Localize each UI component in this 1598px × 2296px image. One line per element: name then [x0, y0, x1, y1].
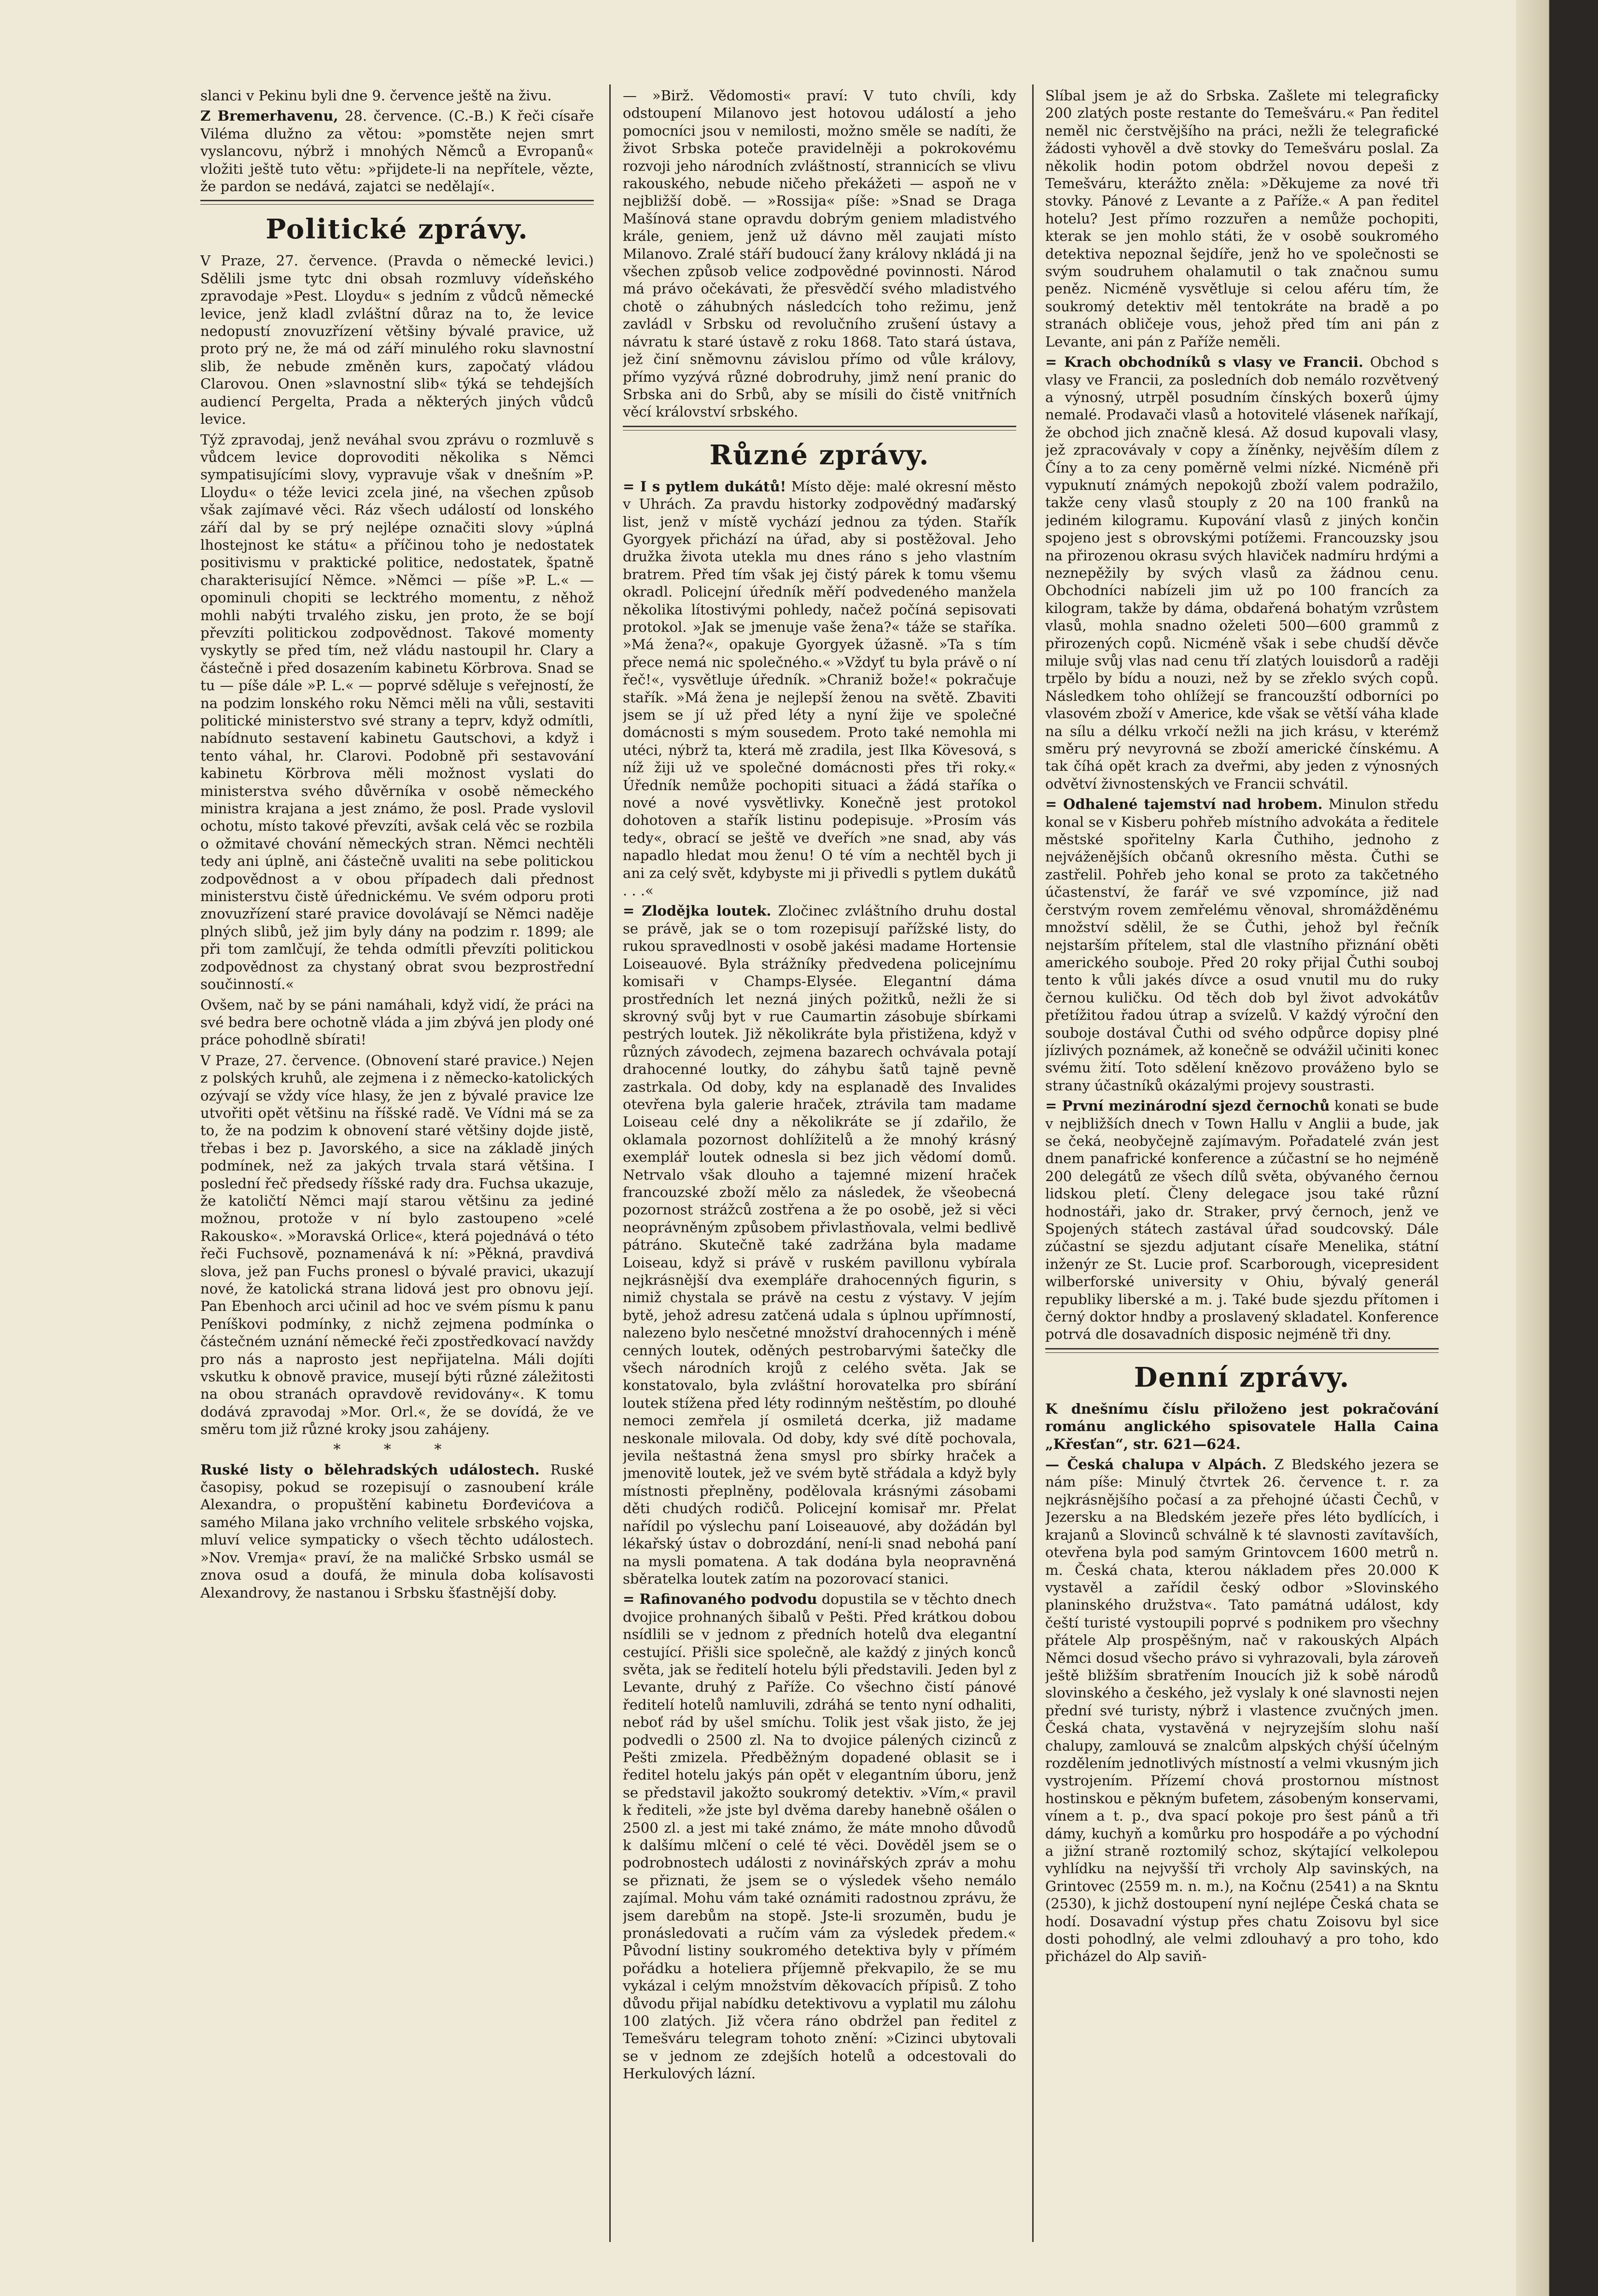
- article-title: = Zlodějka loutek.: [623, 903, 771, 919]
- section-heading-political: Politické zprávy.: [266, 213, 529, 246]
- column-rule-left: [609, 84, 611, 2242]
- section-divider: [200, 200, 594, 205]
- article-title: = První mezinárodní sjezd černochů: [1045, 1098, 1330, 1114]
- article-text: Minulon středu konal se v Kisberu pohřeb místního advokáta a ředitele městské spořitelny Karla Čuthiho, jednoho z nejváženějších občanů okresního města. Čuthi se zastřelil. Pohřeb jeho konal se proto za takčetného účastenství, že farář ve své vzpomínce, již nad čerstvým rovem zemřelému věnoval, shromážděnému množství sdělil, že se Čuthi, jehož byl řečník nejstarším přítelem, stal dle vlastního přiznání oběti amerického souboje. Před 20 roky přijal Čuthi souboj tento k vůli jakés dívce a osud vnutil mu do ruky černou kuličku. Od těch dob byl život advokátův přetížitou řadou útrap a svízelů. V každý výroční den souboje dostával Čuthi od svého odpůrce dopisy plné jízlivých poznámek, až konečně se odvážil učiniti konec svému žití. Toto sdělení knězovo prováženo bylo se strany účastníků okázalými projevy soustrasti.: [1045, 796, 1439, 1094]
- article-title: = Krach obchodníků s vlasy ve Francii.: [1045, 354, 1363, 371]
- article-text: Zločinec zvláštního druhu dostal se právě, jak se o tom rozepisují pařížské listy, do rukou spravedlnosti v osobě jakési madame Hortensie Loiseauové. Byla strážníky předvedena policejnímu komisaři v Champs-Elysée. Elegantní dáma prostředních let nezná jiných požitků, nežli že si skrovný svůj byt v rue Caumartin zásobuje sbírkami pestrých loutek. Již několikráte byla přistižena, když v různých závodech, zejmena bazarech ochvávala potají drahocenné loutky, do záhybu šatů tajně pevně zastrkala. Od doby, kdy na esplanadě des Invalides otevřena byla galerie hraček, ztrávila tam madame Loiseau celé dny a několikráte se jí zdařilo, že oklamala pozornost dohlížitelů a že mnohý krásný exemplář loutek odnesla si bez jich vědomí domů. Netrvalo však dlouho a tajemné mizení hraček francouzské zboží mělo za následek, že všeobecná pozornost strážců zostřena a že po osobě, jež si věci neoprávněným způsobem přivlastňovala, velmi bedlivě pátráno. Skutečně také zadržána byla madame Loiseau, když si právě v ruském pavillonu vybírala nejkrásnější dva exempláře drahocenných figurin, s nimiž chystala se právě na cestu z výstavy. V jejím bytě, jehož adresu zatčená udala s úplnou upřímností, nalezeno bylo nesčetné množství drahocenných i méně cenných loutek, oděných pestrobarvými šatečky dle všech národních krojů z celého světa. Jak se konstatovalo, byla zvláštní horovatelka pro sbírání loutek stížena před léty rodinným neštěstím, po dlouhé nemoci zemřela jí osmiletá dcerka, již madame neskonale milovala. Od doby, kdy své dítě pochovala, jevila neštastná žena smysl pro sbírky hraček a jmenovitě loutek, jež ve svém bytě střádala a když byly místnosti přeplněny, podělovala krásnými zásobami děti chudých rodičů. Policejní komisař mr. Přelat nařídil po výslechu paní Loiseauové, aby dožádán byl lékařský ústav o dobrozdání, není-li snad nebohá paní na mysli pomatena. A tak dodána byla neopravněná sběratelka loutek zatím na pozorovací stanici.: [623, 903, 1016, 1587]
- article-title: Ruské listy o bělehradských událostech.: [200, 1461, 540, 1478]
- section-stars: * * *: [333, 1441, 461, 1458]
- article-ducats: [623, 478, 1016, 900]
- article-title: = Odhalené tajemství nad hrobem.: [1045, 796, 1323, 813]
- article-paragraph: V Praze, 27. července. (Pravda o německé levici.) Sdělili jsme tytc dni obsah rozmluvy vídeňského zpravodaje »Pest. Lloydu« s jedním z vůdců německé levice, jenž kladl zvláštní důraz na to, že levice nedopustí znovuzřízení většiny bývalé pravice, už proto prý ne, že má od září minulého roku slavnostní slib, že nebude změněn kurs, započatý vládou Clarovou. Onen »slavnostní slib« týká se tehdejších audiencí Pergelta, Prada a některých jiných vůdců levice.: [200, 252, 594, 428]
- article-paragraph: V Praze, 27. července. (Obnovení staré pravice.) Nejen z polských kruhů, ale zejmena i z německo-katolických ozývají se vždy více hlasy, že jen z bývalé pravice lze utvořiti opět většinu na říšské radě. Ve Vídni má se za to, že na podzim k obnovení staré většiny dojde jistě, třebas i bez p. Javorského, a sice na základě jiných podmínek, než za jakých trvala stará většina. I poslední řeč předsedy říšské rady dra. Fuchsa ukazuje, že katoličtí Němci mají starou většinu za jediné možnou, protože v ní bylo zastoupeno »celé Rakousko«. »Moravská Orlice«, která pojednává o této řeči Fuchsově, poznamenává k ní: »Pěkná, pravdivá slova, jež pan Fuchs pronesl o bývalé pravici, ukazují nové, že katolická strana lidová jest pro obnovu její. Pan Ebenhoch arci učinil ad hoc ve svém písmu k panu Peníškovi podmínky, z nichž zejmena podmínka o částečném uznání německé řeči zpostředkovací navždy pro nás a naprosto jest nepřijatelna. Máli dojíti vskutku k obnově pravice, musejí býti různé záležitosti na obou stranách opravdově revidovány«. K tomu dodává zpravodaj »Mor. Orl.«, že se dovídá, že ve směru tom již různé kroky jsou zahájeny.: [200, 1052, 594, 1438]
- section-heading-daily: Denní zprávy.: [1134, 1361, 1350, 1393]
- article-text: Ruské časopisy, pokud se rozepisují o zasnoubení krále Alexandra, o propuštění kabinetu Đorđevićova a samého Milana jako vrchního velitele srbského vojska, mluví velice sympaticky o všech těchto událostech. »Nov. Vremja« praví, že na maličké Srbsko usmál se znova osud a doufá, že minula doba kolísavosti Alexandrovy, že nastanou i Srbsku šťastnější doby.: [200, 1461, 594, 1601]
- column-1: [200, 87, 594, 2240]
- article-fraud: [623, 1590, 1016, 2082]
- article-doll-thief: [623, 902, 1016, 1587]
- article-hair-trade: [1045, 353, 1439, 793]
- column-2: [623, 87, 1016, 2240]
- article-paragraph: Týž zpravodaj, jenž neváhal svou zprávu o rozmluvě s vůdcem levice doprovoditi několika s Němci sympatisujícími slovy, vypravuje však v dnešním »P. Lloydu« o téže levici zcela jiné, na všechen způsob však zajímavé věci. Ráz všech událostí od lonského září dal by se prý nejlépe označiti slovy »úplná lhostejnost ke státu« a příčinou toho je nedostatek positivismu v praktické politice, nedostatek, špatně charakterisující Němce. »Němci — píše »P. L.« — opominuli chopiti se lecktrého momentu, z něhož mohli nabýti trvalého zisku, jen proto, že se bojí převzíti politickou zodpovědnost. Takové momenty vyskytly se před tím, než vládu nastoupil hr. Clary a částečně i před dosazením kabinetu Körbrova. Snad se tu — píše dále »P. L.« — poprvé sděluje s veřejností, že na podzim lonského roku Němci měli na vůli, sestaviti politické ministerstvo své strany a teprv, když odmítli, nabídnuto sestavení kabinetu Gautschovi, a když i tento váhal, hr. Clarovi. Podobně při sestavování kabinetu Körbrova měli možnost vyslati do ministerstva svého důvěrníka v osobě německého ministra krajana a jest známo, že posl. Prade vyslovil ochotu, místo takové převzíti, avšak celá věc se rozbila o ožmitavé chování německých stran. Němci nechtěli tedy ani úplně, ani částečně uvaliti na sebe politickou zodpovědnost a v obou případech dali přednost ministerstvu čistě úřednickému. Ve svém odporu proti znovuzřízení staré pravice dovolávají se Němci naděje plných slibů, jež jim byly dány na podzim r. 1899; ale při tom zamlčují, že tehda odmítli převzíti politickou zodpovědnost za chystaný obrat svou bezprostřední součinností.«: [200, 431, 594, 993]
- article-bremerhaven: [200, 107, 594, 195]
- article-russian-papers: [200, 1461, 594, 1601]
- article-text: 28. července. (C.-B.) K řeči císaře Viléma dlužno za větou: »pomstěte nejen smrt vyslancovu, nýbrž i mnohých Němců a Evropanů« vložiti ještě tuto větu: »přijdete-li na nepřítele, vězte, že pardon se nedává, zajatci se nedělají«.: [200, 108, 594, 195]
- scan-border: [1516, 0, 1598, 2296]
- column-3: [1045, 87, 1439, 2240]
- article-czech-hut: [1045, 1456, 1439, 1965]
- article-text: Z Bledského jezera se nám píše: Minulý čtvrtek 26. července t. r. za nejkrásnějšího počasí a za přehojné účasti Čechů, v Jezersku a na Bledském jezeře přes léto bydlících, i krajanů a Slovinců schválně k té slavnosti zavítavších, otevřena byla pod samým Grintovcem 1600 metrů n. m. Česká chata, kterou nákladem přes 20.000 K vystavěl a zařídil český odbor »Slovinského planinského družstva«. Tato památná událost, kdy čeští turisté vystoupili poprvé s podnikem pro všechny přátele Alp prospěšným, nač v rakouských Alpách Němci dosud všecho právo si vyhrazovali, byla zároveň ještě bližším sbratřením Inoucích již k sobě národů slovinského a českého, jež vyslaly k oné slavnosti nejen přední své turisty, nýbrž i vlastence zvučných jmen. Česká chata, vystavěná v nejryzejším slohu naší chalupy, zamlouvá se znalcům alpských chýší účelným rozdělením jednotlivých místností a velmi vkusným jich vystrojením. Přízemí chová prostornou místnost hostinskou e pěkným bufetem, zásobeným konservami, vínem a t. p., dva spací pokoje pro šest pánů a tři dámy, kuchyň a komůrku pro hospodáře a po východní a jižní straně roztomilý schoz, skýtající velkolepou vyhlídku na nejvyšší tři vrcholy Alp savinských, na Grintovec (2559 m. n. m.), na Kočnu (2541) a na Skntu (2530), k jichž dostoupení nyní nejlépe Česká chata se hodí. Dosavadní výstup přes chatu Zoisovu byl sice dosti pohodlný, ale velmi zdlouhavý a pro toho, kdo přicházel do Alp saviň-: [1045, 1456, 1439, 1965]
- article-text: konati se bude v nejbližších dnech v Town Hallu v Anglii a bude, jak se čeká, neobyčejně zajímavým. Pořadatelé zván jest dnem panafrické konference a zúčastní se ho nejméně 200 delegátů ze všech dílů světa, obývaného černou lidskou pletí. Členy delegace jsou také různí hodnostáři, jako dr. Straker, prvý černoch, jenž ve Spojených státech zastával úřad soudcovský. Dále zúčastní se sjezdu adjutant císaře Menelika, státní inženýr ze St. Lucie prof. Scarborough, vicepresident wilberforské university v Ohiu, bývalý generál republiky liberské a m. j. Také bude sjezdu přítomen i černý doktor hndby a proslavený skladatel. Konference potrvá dle dosavadních disposic nejméně tři dny.: [1045, 1098, 1439, 1343]
- article-paragraph: — »Birž. Vědomosti« praví: V tuto chvíli, kdy odstoupení Milanovo jest hotovou událostí a jeho pomocníci jsou v nemilosti, možno směle se nadíti, že život Srbska poteče pravidelněji a pokrokovému rozvoji jeho národních zvláštností, strannicích se vlivu rakouského, nebude ničeho překážeti — aspoň ne v nejbližší době. — »Rossija« píše: »Snad se Draga Mašínová stane opravdu dobrým geniem mladistvého krále, geniem, jenž už dávno měl zaujati místo Milanovo. Zralé stáří budoucí žany královy nkládá ji na všechen způsob velice zodpovědné povinnosti. Národ má právo očekávati, že přesvědčí svého mladistvého chotě o záhubných následcích toho režimu, jenž zavládl v Srbsku od revolučního zrušení ústavy a návratu k staré ústavě z roku 1868. Tato stará ústava, jež činí sněmovnu závislou přímo od vůle královy, přímo vyzývá různé dobrodruhy, jimž není pranic do Srbska ani do Srbů, aby se mísili do čistě vnitřních věcí království srbského.: [623, 87, 1016, 420]
- article-grave-secret: [1045, 795, 1439, 1094]
- article-text: Místo děje: malé okresní město v Uhrách. Za pravdu historky zodpovědný maďarský list, jenž v místě vychází jednou za týden. Stařík Gyorgyek přichází na úřad, aby si postěžoval. Jeho družka života utekla mu dnes ráno s jeho vlastním bratrem. Před tím však jej čistý párek k tomu všemu okradl. Policejní úředník měří podvedeného manžela několika lítostivými pohledy, načež počíná sepisovati protokol. »Jak se jmenuje vaše žena?« táže se staříka. »Má žena?«, opakuje Gyorgyek úžasně. »Ta s tím přece nemá nic společného.« »Vždyť tu byla právě o ní řeč!«, vysvětluje úředník. »Chraniž bože!« pokračuje stařík. »Má žena je nejlepší ženou na světě. Zbaviti jsem se jí už před léty a nyní žije ve společné domácnosti s mým sousedem. Proto také nemohla mi utéci, nýbrž ta, která mě zradila, jest Ilka Kövesová, s níž žiji už ve společné domácnosti přes tři roky.« Úředník nemůže pochopiti situaci a žádá staříka o nové a nové vysvětlivky. Konečně jest protokol dohotoven a stařík listinu podepisuje. »Prosím vás tedy«, obrací se ještě ve dveřích »ne snad, aby vás napadlo hledat mou ženu! O té vím a nechtěl bych ji ani za celý svět, kdybyste mi ji přivedli s pytlem dukátů . . .«: [623, 478, 1016, 899]
- article-text: dopustila se v těchto dnech dvojice prohnaných šibalů v Pešti. Před krátkou dobou nsídlili se v jednom z předních hotelů dva elegantní cestující. Přišli sice společně, ale každý z jiných konců světa, jak se ředitelí hotelu býli představili. Jeden byl z Levante, druhý z Paříže. Co všechno čistí pánové ředitelí hotelů namluvili, zdráhá se tento nyní odhaliti, neboť rád by ušel smíchu. Tolik jest však jisto, že jej podvedli o 2500 zl. Na to dvojice pálených cizinců z Pešti zmizela. Předběžným dopadené oblasit se i ředitel hotelu jakýs pán opět v elegantním úboru, jenž se představil jakožto soukromý detektiv. »Vím,« pravil k řediteli, »že jste byl dvěma dareby hanebně ošálen o 2500 zl. a jest mi také známo, že máte mnoho důvodů k dalšímu mlčení o celé té věci. Dověděl jsem se o podrobnostech události z novinářských zpráv a mohu se přiznati, že jsem se o výsledek všeho nemálo zajímal. Mohu vám také oznámiti radostnou zprávu, že jsem darebům na stopě. Jste-li srozuměn, budu je pronásledovati a ručím vám za výsledek předem.« Původní listiny soukromého detektiva byly v přímém pořádku a hoteliera příjemně překvapilo, že se mu vykázal i celým množstvím děkovacích přípisů. Z toho důvodu přijal nabídku detektivovu a vyplatil mu zálohu 100 zlatých. Již včera ráno obdržel pan ředitel z Temešváru telegram tohoto znění: »Cizinci ubytovali se v jednom ze zdejších hotelů a odcestovali do Herkulových lázní.: [623, 1591, 1016, 2082]
- article-title: = Rafinovaného podvodu: [623, 1591, 817, 1608]
- section-divider: [623, 426, 1016, 431]
- supplement-notice: K dnešnímu číslu přiloženo jest pokračování románu anglického spisovatele Halla Caina „Křesťan“, str. 621—624.: [1045, 1400, 1439, 1452]
- article-title: = I s pytlem dukátů!: [623, 478, 786, 495]
- article-congress: [1045, 1097, 1439, 1343]
- section-divider: [1045, 1348, 1439, 1353]
- article-text: Obchod s vlasy ve Francii, za posledních dob nemálo rozvětvený a výnosný, utrpěl posudním čínských boxerů újmy nemalé. Prodavači vlasů a hotovitelé vlásenek naříkají, že obchod jich značně klesá. Až dosud kupovali vlasy, jež zpracovávaly v copy a žíněnky, nejvěším dílem z Číny a to za ceny poměrně velmi nízké. Nicméně při vypuknutí známých nepokojů zboží valem podražilo, takže ceny vlasů stouply z 20 na 100 franků na jediném kilogramu. Kupování vlasů z jiných končin spojeno jest s obrovskými potížemi. Francouzsky jsou na přirozenou okrasu svých hlaviček nadmíru hrdými a neznepěžily by svých vlasů za žádnou cenu. Obchodníci nabízeli jim už po 100 francích za kilogram, takže by dáma, obdařená bohatým vzrůstem vlasů, mohla snadno oželeti 500—600 grammů z přirozených copů. Nicméně však i sebe chudší děvče miluje svůj vlas nad cenu tří zlatých louisdorů a raději trpělo by bídu a nouzi, než by se zřeklo svých copů. Následkem toho ohlížejí se francouzští odborníci po vlasovém zboží v Americe, kde však se větší váha klade na sílu a délku vrkočí nežli na jich krásu, v kterémž směru prý nevyrovná se zboží americké čínskému. A tak číhá opět krach za dveřmi, aby jeden z výnosných odvětví živnostenských ve Francii schvátil.: [1045, 354, 1439, 792]
- section-heading-misc: Různé zprávy.: [709, 439, 930, 471]
- article-fragment: slanci v Pekinu byli dne 9. července ještě na živu.: [200, 87, 552, 104]
- article-paragraph: Slíbal jsem je až do Srbska. Zašlete mi telegraficky 200 zlatých poste restante do Temešváru.« Pan ředitel neměl nic čerstvějšího na práci, nežli že telegrafické žádosti vyhověl a dvě stovky do Temešváru poslal. Za několik hodin potom obdržel novou depeši z Temešváru, kterážto zněla: »Děkujeme za nové tři stovky. Pánové z Levante a z Paříže.« A pan ředitel hotelu? Jest přímo rozzuřen a nemůže pochopiti, kterak se jen mohlo státi, že v osobě soukromého detektiva nepoznal šejdíře, jenž ho ve společnosti se svým soudruhem ohalamutil o tak značnou sumu peněz. Nicméně vysvětluje si celou aféru tím, že soukromý detektiv měl tentokráte na bradě a po stranách obličeje vous, jehož před tím ani pán z Levante, ani pán z Paříže neměli.: [1045, 87, 1439, 350]
- article-title: — Česká chalupa v Alpách.: [1045, 1456, 1267, 1473]
- column-rule-right: [1032, 84, 1034, 2242]
- article-paragraph: Ovšem, nač by se páni namáhali, když vidí, že práci na své bedra bere ochotně vláda a jim zbývá jen plody oné práce pohodlně sbírati!: [200, 996, 594, 1048]
- dateline: Z Bremerhavenu,: [200, 108, 338, 125]
